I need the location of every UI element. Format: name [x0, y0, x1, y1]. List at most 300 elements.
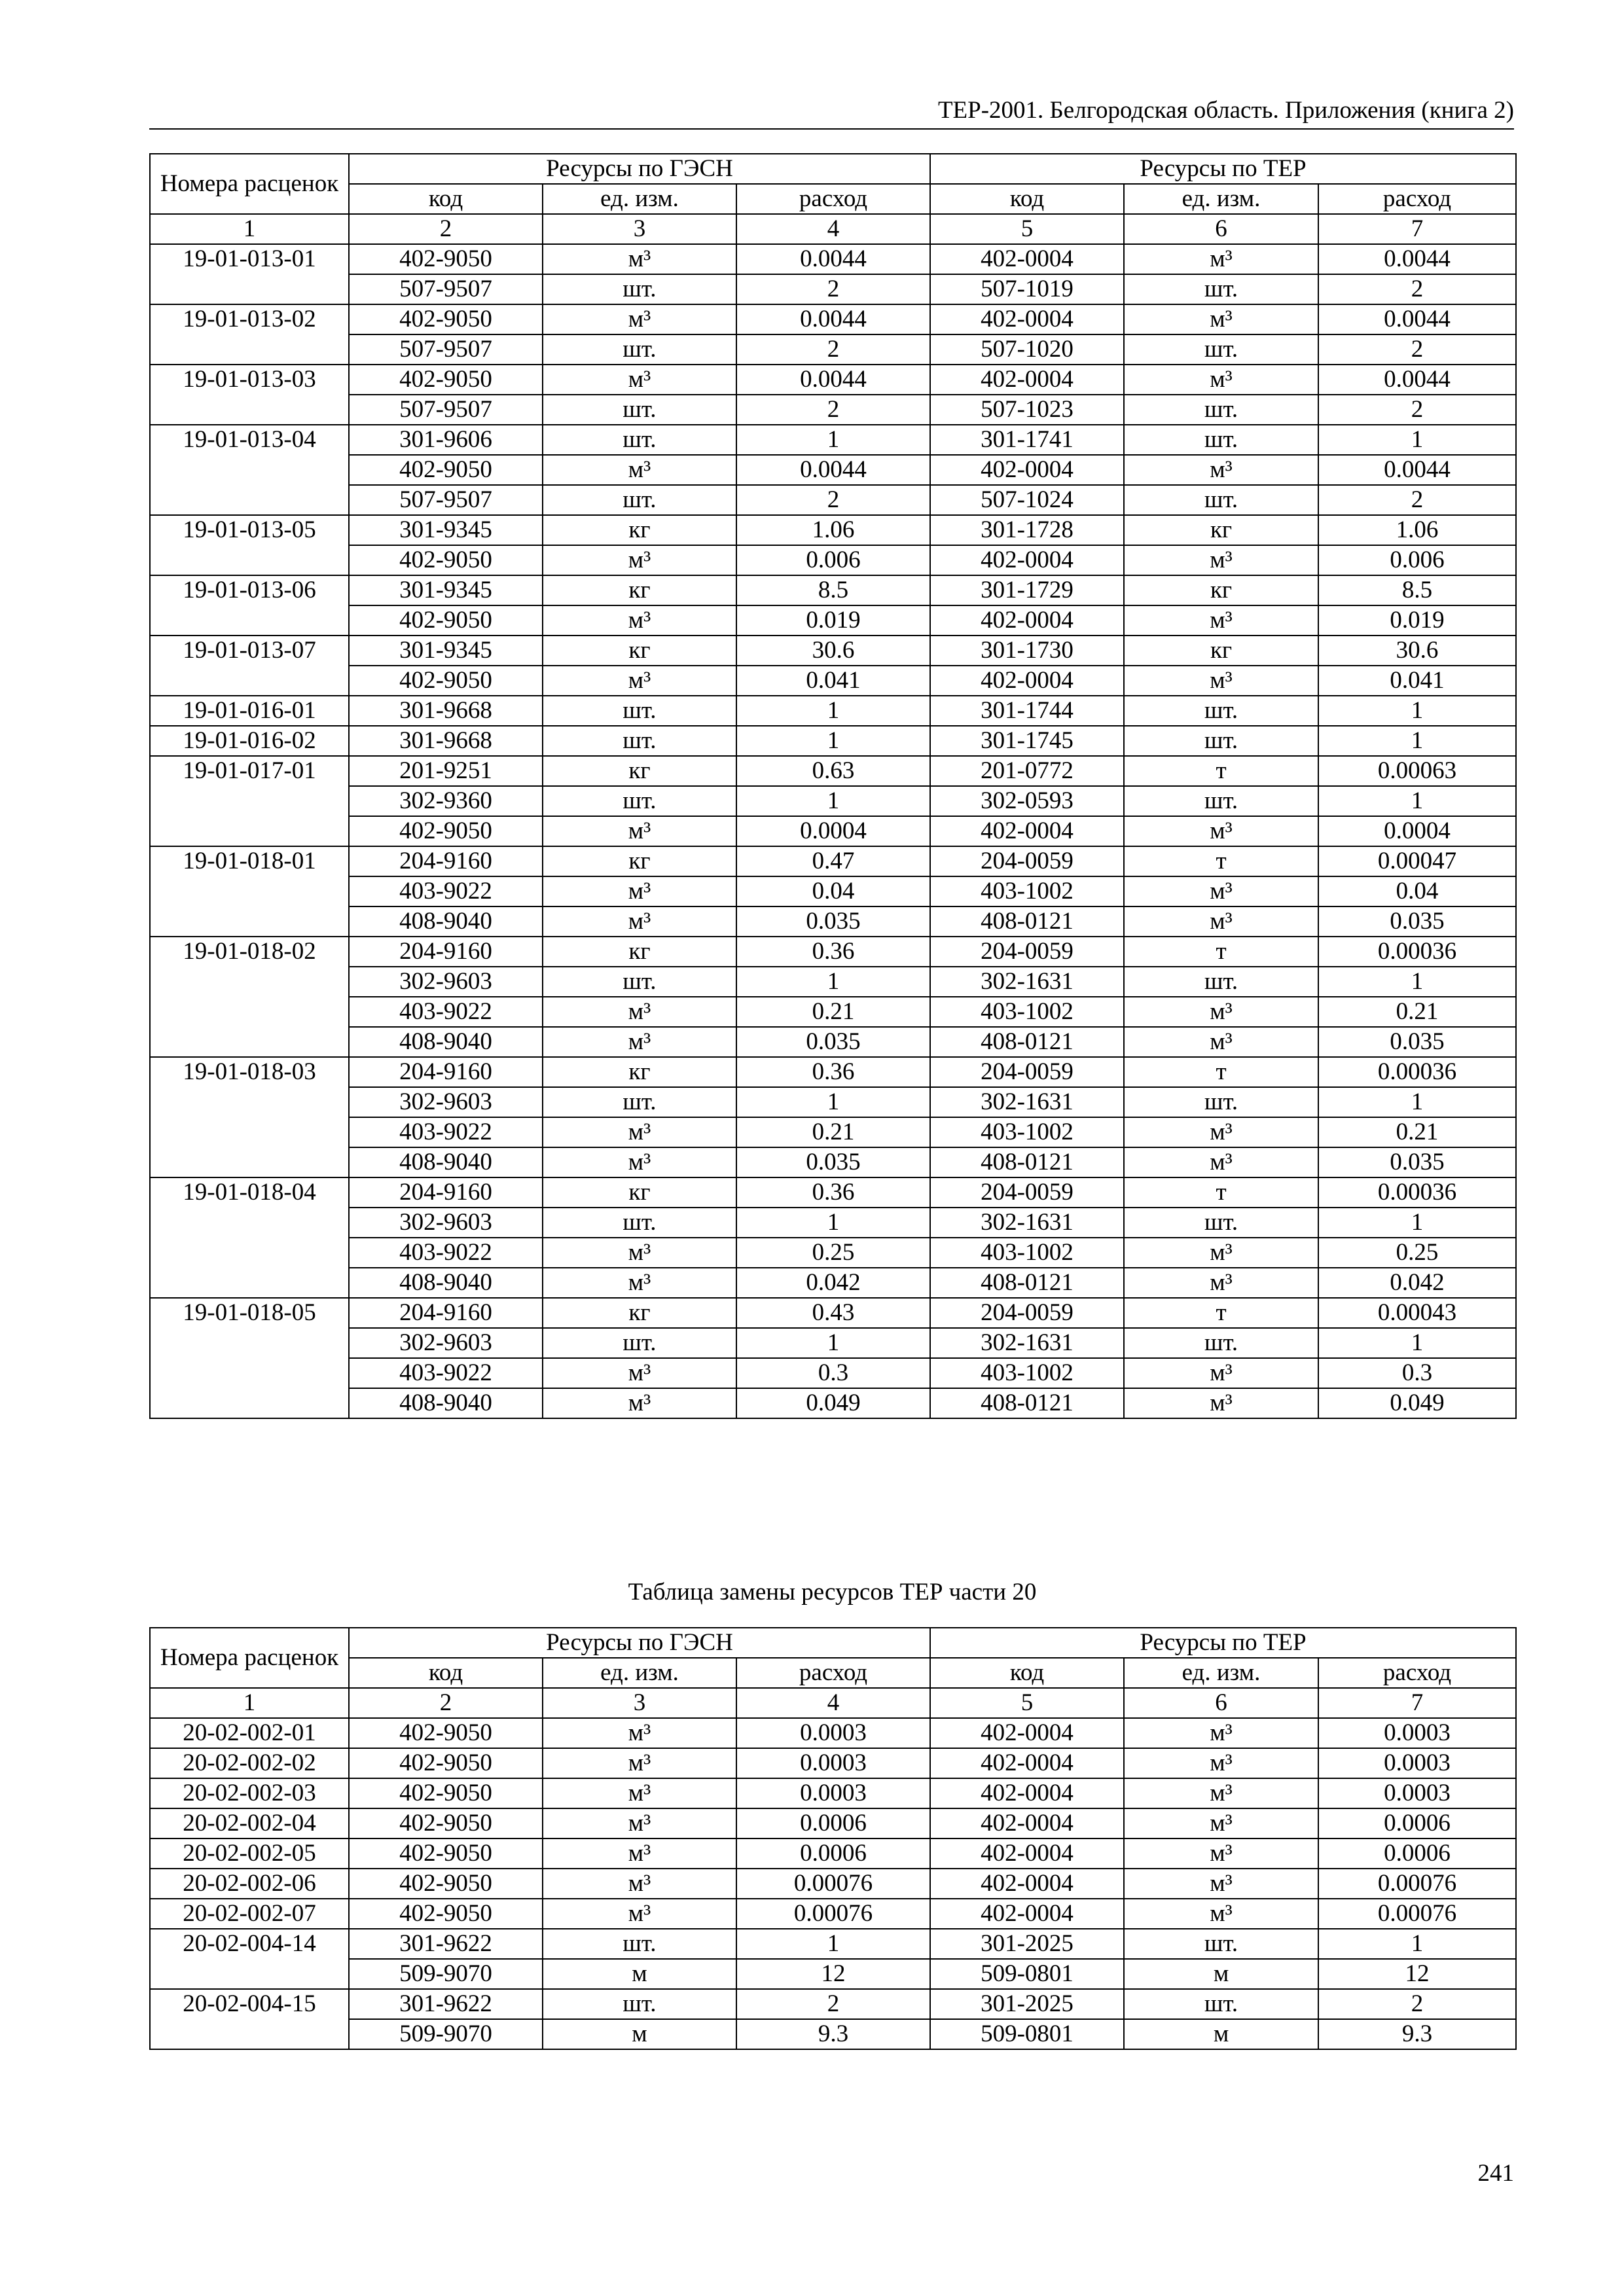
- table-row: [150, 1027, 1516, 1057]
- gesn-code-cell: 408-9040: [349, 1147, 543, 1177]
- table-row: [150, 515, 1516, 545]
- rate-number-cell: 20-02-002-06: [150, 1869, 349, 1899]
- table-row: [150, 605, 1516, 636]
- ter-consumption-cell: 0.006: [1318, 545, 1516, 575]
- ter-unit-cell: м³: [1124, 1839, 1318, 1869]
- ter-code-cell: 201-0772: [930, 756, 1124, 786]
- gesn-unit-cell: м³: [543, 244, 736, 274]
- gesn-consumption-cell: 0.63: [736, 756, 930, 786]
- table-row: [150, 1718, 1516, 1748]
- table-row: [150, 395, 1516, 425]
- ter-unit-header: ед. изм.: [1124, 184, 1318, 214]
- table-row: [150, 1328, 1516, 1358]
- ter-unit-cell: шт.: [1124, 726, 1318, 756]
- ter-code-cell: 402-0004: [930, 365, 1124, 395]
- ter-consumption-cell: 1: [1318, 425, 1516, 455]
- ter-code-cell: 402-0004: [930, 1748, 1124, 1778]
- ter-code-cell: 204-0059: [930, 846, 1124, 876]
- ter-code-cell: 204-0059: [930, 1057, 1124, 1087]
- column-number: 6: [1124, 214, 1318, 244]
- ter-unit-cell: кг: [1124, 575, 1318, 605]
- gesn-code-cell: 204-9160: [349, 1057, 543, 1087]
- gesn-unit-cell: шт.: [543, 425, 736, 455]
- ter-consumption-cell: 0.0003: [1318, 1748, 1516, 1778]
- ter-unit-cell: м³: [1124, 997, 1318, 1027]
- gesn-unit-cell: м: [543, 1959, 736, 1989]
- gesn-unit-cell: шт.: [543, 967, 736, 997]
- ter-consumption-header: расход: [1318, 184, 1516, 214]
- ter-unit-cell: шт.: [1124, 1087, 1318, 1117]
- ter-consumption-header: расход: [1318, 1658, 1516, 1688]
- rates-column-header: Номера расценок: [150, 1628, 349, 1688]
- ter-unit-cell: м³: [1124, 1808, 1318, 1839]
- ter-consumption-cell: 0.3: [1318, 1358, 1516, 1388]
- ter-unit-cell: шт.: [1124, 786, 1318, 816]
- table-row: [150, 545, 1516, 575]
- ter-unit-cell: т: [1124, 937, 1318, 967]
- gesn-code-header: код: [349, 1658, 543, 1688]
- ter-consumption-cell: 0.035: [1318, 1147, 1516, 1177]
- gesn-code-cell: 402-9050: [349, 304, 543, 334]
- ter-unit-cell: м³: [1124, 906, 1318, 937]
- rate-number-cell: 19-01-018-04: [150, 1177, 349, 1298]
- ter-consumption-cell: 0.0006: [1318, 1839, 1516, 1869]
- gesn-code-cell: 302-9360: [349, 786, 543, 816]
- gesn-code-cell: 408-9040: [349, 1388, 543, 1418]
- table-header: [150, 1628, 1516, 1718]
- gesn-unit-cell: м³: [543, 1808, 736, 1839]
- ter-consumption-cell: 1: [1318, 786, 1516, 816]
- gesn-unit-cell: шт.: [543, 1929, 736, 1959]
- ter-code-header: код: [930, 1658, 1124, 1688]
- gesn-code-cell: 402-9050: [349, 1748, 543, 1778]
- gesn-code-cell: 402-9050: [349, 365, 543, 395]
- gesn-unit-cell: кг: [543, 575, 736, 605]
- table-row: [150, 1298, 1516, 1328]
- ter-code-header: код: [930, 184, 1124, 214]
- ter-code-cell: 402-0004: [930, 1778, 1124, 1808]
- gesn-consumption-cell: 0.035: [736, 1147, 930, 1177]
- rate-number-cell: 19-01-013-02: [150, 304, 349, 365]
- gesn-consumption-cell: 0.3: [736, 1358, 930, 1388]
- ter-unit-cell: м³: [1124, 1748, 1318, 1778]
- gesn-code-cell: 402-9050: [349, 1839, 543, 1869]
- gesn-unit-header: ед. изм.: [543, 1658, 736, 1688]
- ter-code-cell: 301-1729: [930, 575, 1124, 605]
- gesn-unit-cell: м³: [543, 1748, 736, 1778]
- ter-consumption-cell: 0.04: [1318, 876, 1516, 906]
- page-number: 241: [1477, 2160, 1514, 2187]
- ter-code-cell: 507-1024: [930, 485, 1124, 515]
- ter-unit-cell: м³: [1124, 876, 1318, 906]
- ter-consumption-cell: 2: [1318, 395, 1516, 425]
- table-row: [150, 1959, 1516, 1989]
- ter-unit-cell: т: [1124, 756, 1318, 786]
- gesn-code-cell: 509-9070: [349, 1959, 543, 1989]
- gesn-consumption-cell: 1: [736, 786, 930, 816]
- rate-number-cell: 19-01-013-01: [150, 244, 349, 304]
- gesn-unit-cell: м³: [543, 997, 736, 1027]
- gesn-code-cell: 402-9050: [349, 1808, 543, 1839]
- ter-consumption-cell: 1: [1318, 1328, 1516, 1358]
- ter-unit-cell: м³: [1124, 1027, 1318, 1057]
- ter-code-cell: 408-0121: [930, 1388, 1124, 1418]
- gesn-consumption-cell: 9.3: [736, 2019, 930, 2049]
- gesn-unit-cell: м³: [543, 304, 736, 334]
- ter-consumption-cell: 0.0044: [1318, 455, 1516, 485]
- ter-code-cell: 402-0004: [930, 605, 1124, 636]
- gesn-consumption-cell: 12: [736, 1959, 930, 1989]
- ter-code-cell: 204-0059: [930, 1298, 1124, 1328]
- ter-consumption-cell: 0.0006: [1318, 1808, 1516, 1839]
- gesn-unit-cell: шт.: [543, 334, 736, 365]
- gesn-consumption-cell: 0.36: [736, 937, 930, 967]
- gesn-code-cell: 403-9022: [349, 1117, 543, 1147]
- gesn-consumption-cell: 1.06: [736, 515, 930, 545]
- ter-consumption-cell: 0.21: [1318, 997, 1516, 1027]
- gesn-unit-cell: шт.: [543, 726, 736, 756]
- ter-unit-cell: шт.: [1124, 696, 1318, 726]
- ter-unit-cell: шт.: [1124, 1208, 1318, 1238]
- ter-code-cell: 408-0121: [930, 906, 1124, 937]
- resource-replacement-table-part-20: [149, 1627, 1517, 2050]
- gesn-code-cell: 402-9050: [349, 1778, 543, 1808]
- gesn-consumption-cell: 0.21: [736, 997, 930, 1027]
- ter-consumption-cell: 1: [1318, 726, 1516, 756]
- ter-consumption-cell: 1.06: [1318, 515, 1516, 545]
- table-row: [150, 485, 1516, 515]
- ter-unit-cell: м³: [1124, 1147, 1318, 1177]
- ter-code-cell: 403-1002: [930, 1117, 1124, 1147]
- ter-consumption-cell: 0.00036: [1318, 1057, 1516, 1087]
- gesn-consumption-header: расход: [736, 1658, 930, 1688]
- rate-number-cell: 20-02-002-01: [150, 1718, 349, 1748]
- gesn-unit-cell: м³: [543, 605, 736, 636]
- table-row: [150, 334, 1516, 365]
- gesn-code-cell: 403-9022: [349, 1358, 543, 1388]
- rate-number-cell: 19-01-013-07: [150, 636, 349, 696]
- rate-number-cell: 19-01-013-05: [150, 515, 349, 575]
- gesn-consumption-cell: 0.43: [736, 1298, 930, 1328]
- ter-consumption-cell: 2: [1318, 334, 1516, 365]
- table-row: [150, 1808, 1516, 1839]
- gesn-code-cell: 402-9050: [349, 605, 543, 636]
- gesn-code-cell: 408-9040: [349, 906, 543, 937]
- gesn-unit-cell: м³: [543, 1778, 736, 1808]
- ter-code-cell: 302-1631: [930, 1328, 1124, 1358]
- ter-consumption-cell: 0.00047: [1318, 846, 1516, 876]
- ter-code-cell: 301-2025: [930, 1989, 1124, 2019]
- table-row: [150, 1057, 1516, 1087]
- gesn-code-cell: 301-9606: [349, 425, 543, 455]
- ter-code-cell: 301-1741: [930, 425, 1124, 455]
- gesn-consumption-cell: 1: [736, 1208, 930, 1238]
- ter-unit-cell: шт.: [1124, 395, 1318, 425]
- column-number-row: [150, 214, 1516, 244]
- column-number: 1: [150, 214, 349, 244]
- ter-unit-cell: шт.: [1124, 967, 1318, 997]
- ter-code-cell: 403-1002: [930, 997, 1124, 1027]
- gesn-consumption-cell: 0.0004: [736, 816, 930, 846]
- table-row: [150, 1869, 1516, 1899]
- gesn-consumption-cell: 0.25: [736, 1238, 930, 1268]
- ter-unit-cell: м³: [1124, 1388, 1318, 1418]
- table-body: [150, 1718, 1516, 2049]
- gesn-consumption-cell: 0.049: [736, 1388, 930, 1418]
- gesn-code-cell: 301-9622: [349, 1929, 543, 1959]
- gesn-resources-header: Ресурсы по ГЭСН: [349, 1628, 930, 1658]
- ter-consumption-cell: 0.041: [1318, 666, 1516, 696]
- ter-consumption-cell: 0.0044: [1318, 365, 1516, 395]
- gesn-unit-cell: м³: [543, 1027, 736, 1057]
- table-row: [150, 937, 1516, 967]
- ter-consumption-cell: 30.6: [1318, 636, 1516, 666]
- gesn-code-cell: 402-9050: [349, 1899, 543, 1929]
- ter-unit-cell: шт.: [1124, 334, 1318, 365]
- gesn-unit-cell: кг: [543, 937, 736, 967]
- gesn-consumption-cell: 0.0006: [736, 1839, 930, 1869]
- gesn-unit-cell: м³: [543, 876, 736, 906]
- table-row: [150, 2019, 1516, 2049]
- ter-consumption-cell: 0.00076: [1318, 1869, 1516, 1899]
- ter-consumption-cell: 0.042: [1318, 1268, 1516, 1298]
- rate-number-cell: 19-01-018-05: [150, 1298, 349, 1418]
- ter-consumption-cell: 0.00043: [1318, 1298, 1516, 1328]
- column-number-row: [150, 1688, 1516, 1718]
- ter-unit-cell: м³: [1124, 1899, 1318, 1929]
- ter-code-cell: 204-0059: [930, 1177, 1124, 1208]
- gesn-unit-cell: м³: [543, 1869, 736, 1899]
- gesn-unit-cell: шт.: [543, 1328, 736, 1358]
- table-row: [150, 636, 1516, 666]
- ter-code-cell: 204-0059: [930, 937, 1124, 967]
- gesn-unit-cell: кг: [543, 756, 736, 786]
- table-row: [150, 1147, 1516, 1177]
- resource-replacement-table-part-19: [149, 153, 1517, 1419]
- ter-unit-cell: шт.: [1124, 274, 1318, 304]
- gesn-unit-cell: кг: [543, 1177, 736, 1208]
- ter-consumption-cell: 0.0044: [1318, 304, 1516, 334]
- gesn-unit-cell: м³: [543, 1238, 736, 1268]
- gesn-consumption-cell: 0.0003: [736, 1718, 930, 1748]
- gesn-consumption-cell: 1: [736, 1087, 930, 1117]
- page-header-title: ТЕР-2001. Белгородская область. Приложения (книга 2): [937, 97, 1514, 124]
- table-row: [150, 786, 1516, 816]
- gesn-code-cell: 301-9345: [349, 575, 543, 605]
- gesn-code-cell: 403-9022: [349, 1238, 543, 1268]
- ter-code-cell: 402-0004: [930, 304, 1124, 334]
- rate-number-cell: 20-02-002-02: [150, 1748, 349, 1778]
- gesn-consumption-cell: 0.04: [736, 876, 930, 906]
- gesn-code-cell: 507-9507: [349, 395, 543, 425]
- gesn-unit-cell: шт.: [543, 696, 736, 726]
- gesn-consumption-cell: 1: [736, 1328, 930, 1358]
- gesn-unit-cell: м³: [543, 1899, 736, 1929]
- ter-consumption-cell: 9.3: [1318, 2019, 1516, 2049]
- gesn-code-cell: 507-9507: [349, 334, 543, 365]
- gesn-unit-cell: м³: [543, 1839, 736, 1869]
- ter-code-cell: 509-0801: [930, 2019, 1124, 2049]
- gesn-consumption-cell: 0.035: [736, 1027, 930, 1057]
- ter-consumption-cell: 1: [1318, 1929, 1516, 1959]
- gesn-consumption-header: расход: [736, 184, 930, 214]
- ter-consumption-cell: 0.035: [1318, 1027, 1516, 1057]
- ter-unit-cell: шт.: [1124, 1929, 1318, 1959]
- gesn-consumption-cell: 0.041: [736, 666, 930, 696]
- ter-consumption-cell: 0.019: [1318, 605, 1516, 636]
- ter-code-cell: 402-0004: [930, 545, 1124, 575]
- gesn-consumption-cell: 8.5: [736, 575, 930, 605]
- ter-consumption-cell: 1: [1318, 1208, 1516, 1238]
- table-row: [150, 575, 1516, 605]
- gesn-unit-cell: м³: [543, 1117, 736, 1147]
- gesn-unit-cell: шт.: [543, 485, 736, 515]
- ter-code-cell: 301-2025: [930, 1929, 1124, 1959]
- column-number: 5: [930, 214, 1124, 244]
- table-row: [150, 1899, 1516, 1929]
- table-row: [150, 967, 1516, 997]
- table-row: [150, 1238, 1516, 1268]
- gesn-unit-cell: м³: [543, 1388, 736, 1418]
- gesn-unit-cell: м³: [543, 666, 736, 696]
- ter-code-cell: 507-1019: [930, 274, 1124, 304]
- table-row: [150, 274, 1516, 304]
- rate-number-cell: 20-02-002-03: [150, 1778, 349, 1808]
- gesn-code-cell: 301-9622: [349, 1989, 543, 2019]
- rate-number-cell: 19-01-017-01: [150, 756, 349, 846]
- gesn-unit-cell: м³: [543, 906, 736, 937]
- ter-code-cell: 301-1728: [930, 515, 1124, 545]
- ter-unit-cell: т: [1124, 1298, 1318, 1328]
- ter-unit-cell: м³: [1124, 1778, 1318, 1808]
- ter-unit-cell: т: [1124, 1177, 1318, 1208]
- ter-consumption-cell: 2: [1318, 274, 1516, 304]
- gesn-code-cell: 402-9050: [349, 1718, 543, 1748]
- rate-number-cell: 20-02-002-05: [150, 1839, 349, 1869]
- ter-code-cell: 302-1631: [930, 1087, 1124, 1117]
- table-row: [150, 1117, 1516, 1147]
- ter-code-cell: 302-1631: [930, 967, 1124, 997]
- ter-unit-cell: м³: [1124, 1718, 1318, 1748]
- gesn-code-cell: 509-9070: [349, 2019, 543, 2049]
- ter-consumption-cell: 1: [1318, 696, 1516, 726]
- table-row: [150, 756, 1516, 786]
- gesn-unit-cell: шт.: [543, 1087, 736, 1117]
- rate-number-cell: 20-02-002-04: [150, 1808, 349, 1839]
- ter-code-cell: 408-0121: [930, 1147, 1124, 1177]
- gesn-code-cell: 204-9160: [349, 937, 543, 967]
- ter-unit-cell: шт.: [1124, 1989, 1318, 2019]
- ter-unit-cell: м: [1124, 1959, 1318, 1989]
- ter-code-cell: 507-1020: [930, 334, 1124, 365]
- gesn-unit-cell: кг: [543, 515, 736, 545]
- gesn-unit-cell: шт.: [543, 1208, 736, 1238]
- gesn-consumption-cell: 0.36: [736, 1057, 930, 1087]
- table-row: [150, 1208, 1516, 1238]
- ter-code-cell: 402-0004: [930, 1869, 1124, 1899]
- gesn-code-cell: 302-9603: [349, 1208, 543, 1238]
- ter-resources-header: Ресурсы по ТЕР: [930, 154, 1516, 184]
- table-row: [150, 1358, 1516, 1388]
- table-row: [150, 876, 1516, 906]
- ter-consumption-cell: 2: [1318, 1989, 1516, 2019]
- ter-consumption-cell: 0.0003: [1318, 1718, 1516, 1748]
- column-number: 1: [150, 1688, 349, 1718]
- gesn-code-cell: 408-9040: [349, 1027, 543, 1057]
- ter-consumption-cell: 0.049: [1318, 1388, 1516, 1418]
- ter-code-cell: 403-1002: [930, 1238, 1124, 1268]
- table-row: [150, 666, 1516, 696]
- gesn-consumption-cell: 0.006: [736, 545, 930, 575]
- gesn-unit-cell: м³: [543, 816, 736, 846]
- gesn-consumption-cell: 1: [736, 425, 930, 455]
- ter-consumption-cell: 1: [1318, 1087, 1516, 1117]
- ter-unit-cell: м³: [1124, 605, 1318, 636]
- ter-code-cell: 402-0004: [930, 816, 1124, 846]
- gesn-code-cell: 302-9603: [349, 1087, 543, 1117]
- ter-unit-cell: т: [1124, 1057, 1318, 1087]
- gesn-code-cell: 302-9603: [349, 967, 543, 997]
- ter-unit-cell: м³: [1124, 666, 1318, 696]
- gesn-consumption-cell: 1: [736, 1929, 930, 1959]
- gesn-unit-cell: м: [543, 2019, 736, 2049]
- gesn-consumption-cell: 0.0044: [736, 304, 930, 334]
- gesn-code-cell: 403-9022: [349, 997, 543, 1027]
- gesn-unit-cell: шт.: [543, 786, 736, 816]
- ter-unit-cell: шт.: [1124, 425, 1318, 455]
- ter-code-cell: 403-1002: [930, 1358, 1124, 1388]
- table-row: [150, 997, 1516, 1027]
- gesn-code-cell: 402-9050: [349, 244, 543, 274]
- ter-unit-cell: шт.: [1124, 485, 1318, 515]
- table-row: [150, 425, 1516, 455]
- ter-consumption-cell: 1: [1318, 967, 1516, 997]
- ter-consumption-cell: 0.0004: [1318, 816, 1516, 846]
- rates-column-header: Номера расценок: [150, 154, 349, 214]
- ter-unit-cell: м³: [1124, 455, 1318, 485]
- gesn-consumption-cell: 0.0003: [736, 1748, 930, 1778]
- ter-consumption-cell: 0.21: [1318, 1117, 1516, 1147]
- ter-code-cell: 402-0004: [930, 1899, 1124, 1929]
- ter-consumption-cell: 0.0003: [1318, 1778, 1516, 1808]
- gesn-code-cell: 507-9507: [349, 485, 543, 515]
- gesn-unit-cell: кг: [543, 636, 736, 666]
- gesn-unit-cell: м³: [543, 545, 736, 575]
- table-row: [150, 726, 1516, 756]
- ter-code-cell: 402-0004: [930, 666, 1124, 696]
- table-row: [150, 244, 1516, 274]
- column-number: 7: [1318, 214, 1516, 244]
- table-row: [150, 816, 1516, 846]
- column-number: 3: [543, 214, 736, 244]
- gesn-unit-cell: м³: [543, 1358, 736, 1388]
- gesn-code-cell: 402-9050: [349, 545, 543, 575]
- column-number: 2: [349, 1688, 543, 1718]
- gesn-consumption-cell: 0.0003: [736, 1778, 930, 1808]
- gesn-code-cell: 204-9160: [349, 1298, 543, 1328]
- ter-consumption-cell: 8.5: [1318, 575, 1516, 605]
- gesn-consumption-cell: 0.0006: [736, 1808, 930, 1839]
- header-rule: [149, 128, 1514, 130]
- ter-code-cell: 301-1730: [930, 636, 1124, 666]
- ter-code-cell: 402-0004: [930, 1718, 1124, 1748]
- ter-consumption-cell: 0.00076: [1318, 1899, 1516, 1929]
- column-number: 6: [1124, 1688, 1318, 1718]
- rate-number-cell: 19-01-018-02: [150, 937, 349, 1057]
- ter-code-cell: 402-0004: [930, 1839, 1124, 1869]
- ter-consumption-cell: 0.00036: [1318, 937, 1516, 967]
- gesn-code-cell: 402-9050: [349, 1869, 543, 1899]
